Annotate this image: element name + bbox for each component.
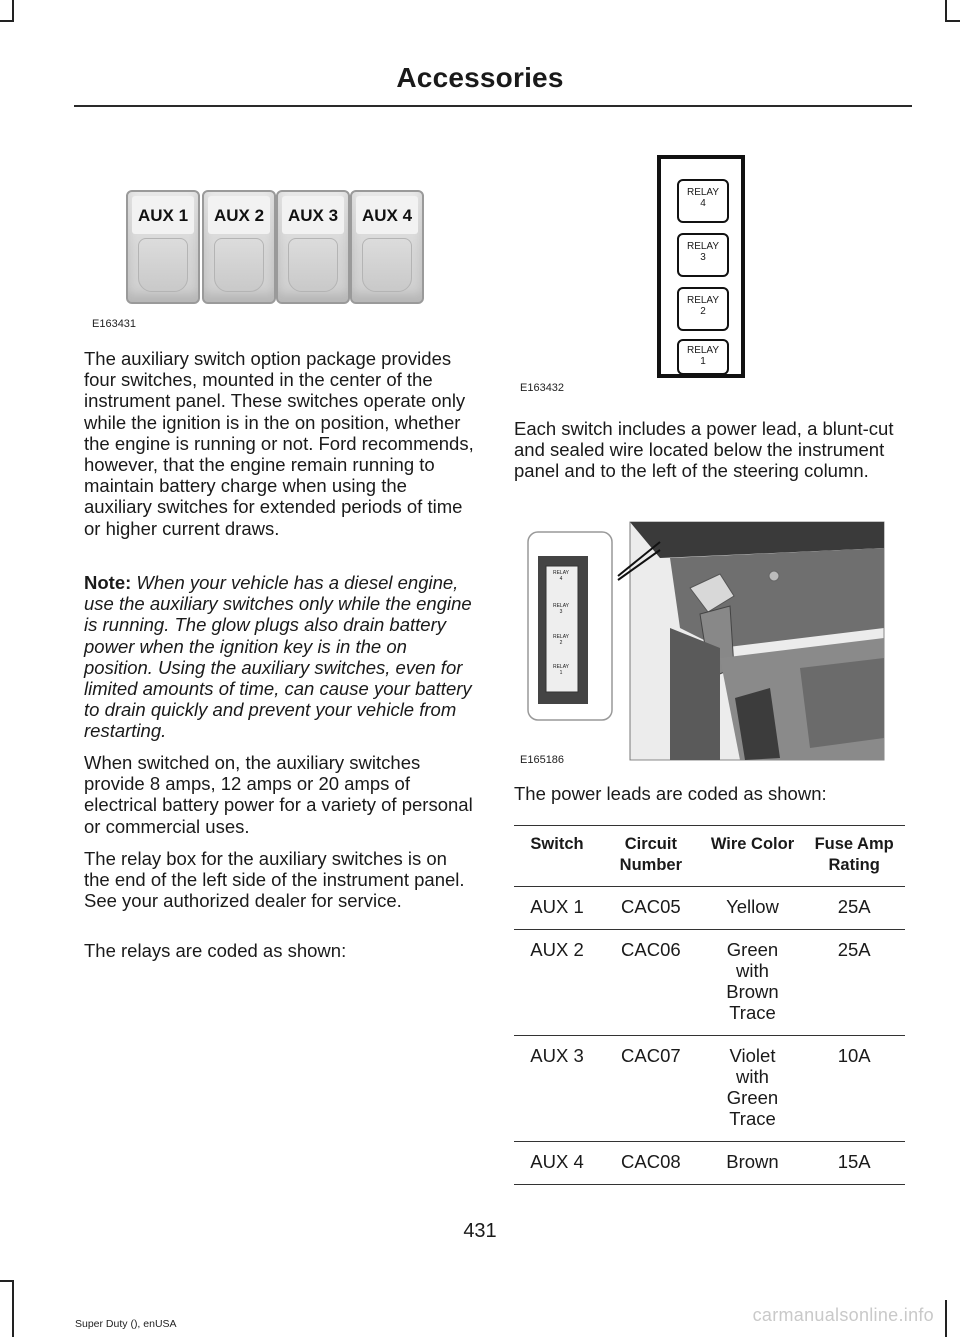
note-text: When your vehicle has a diesel engine, use the auxiliary switches only while the engine is running. The glow plugs also drain battery power when the ignition key is in the on position. Using the auxiliary switches, even for limited amounts of time, can cause your battery to drain quickly and prevent your vehicle from restarting.: [84, 572, 472, 742]
column-header: Circuit Number: [619, 835, 683, 874]
crop-mark: [0, 1280, 14, 1282]
table-cell: Violet with Green Trace: [726, 1045, 779, 1129]
aux-switch: [350, 190, 424, 304]
table-row: [514, 930, 905, 1036]
aux-switch: [276, 190, 350, 304]
intro-paragraph: The auxiliary switch option package provides four switches, mounted in the center of the instrument panel. These switches operate only while the ignition is in the on position, whether the engine is running or not. Ford recommends, however, that the engine remain running to maintain battery charge when using the auxiliary switches for extended periods of time or higher current draws.: [84, 348, 474, 539]
table-cell: AUX 4: [530, 1151, 584, 1172]
aux-switch-label: AUX 4: [361, 206, 413, 225]
table-cell: AUX 2: [530, 939, 584, 960]
relay-box-paragraph: The relay box for the auxiliary switches is on the end of the left side of the instrument panel. See your authorized dealer for service.: [84, 848, 465, 912]
aux-switch-label: AUX 2: [213, 206, 265, 225]
table-cell: CAC08: [621, 1151, 681, 1172]
crop-mark: [12, 0, 14, 22]
relays-coded-paragraph: The relays are coded as shown:: [84, 940, 347, 961]
table-row: [514, 887, 905, 930]
relay-label: RELAY 1: [677, 339, 729, 375]
table-cell: CAC06: [621, 939, 681, 960]
crop-mark: [12, 1280, 14, 1337]
table-cell: Brown: [726, 1151, 779, 1172]
table-cell: 25A: [837, 896, 871, 917]
crop-mark: [0, 20, 14, 22]
column-header: Wire Color: [710, 835, 795, 853]
figure-id: E163432: [520, 382, 565, 394]
relay-panel: [657, 155, 745, 378]
footer-text: Super Duty (), enUSA: [75, 1318, 177, 1330]
header-rule: [74, 105, 912, 107]
watermark: carmanualsonline.info: [752, 1305, 934, 1325]
location-relay-label: RELAY 2: [552, 634, 570, 646]
aux-switch-label: AUX 1: [137, 206, 189, 225]
table-row: [514, 1142, 905, 1185]
table-cell: CAC05: [621, 896, 681, 917]
relay-label: RELAY 2: [677, 287, 729, 331]
location-relay-label: RELAY 1: [552, 664, 570, 676]
aux-switch-label: AUX 3: [287, 206, 339, 225]
figure-id: E165186: [520, 754, 565, 766]
table-cell: AUX 1: [530, 896, 584, 917]
power-leads-coded-paragraph: The power leads are coded as shown:: [514, 783, 827, 804]
crop-mark: [945, 20, 960, 22]
aux-switch: [202, 190, 276, 304]
table-cell: Yellow: [726, 896, 779, 917]
location-relay-label: RELAY 4: [552, 570, 570, 582]
table-row: [514, 1036, 905, 1142]
relay-label: RELAY 4: [677, 179, 729, 223]
figure-id: E163431: [92, 318, 137, 330]
column-header: Switch: [530, 835, 584, 853]
aux-switch: [126, 190, 200, 304]
column-header: Fuse Amp Rating: [814, 835, 894, 874]
crop-mark: [945, 1300, 947, 1337]
diesel-note: [84, 572, 474, 742]
note-label: Note:: [84, 572, 132, 593]
location-illustration: [520, 518, 886, 763]
page-number: 431: [463, 1220, 497, 1242]
crop-mark: [945, 0, 947, 22]
table-cell: CAC07: [621, 1045, 681, 1066]
table-cell: 15A: [837, 1151, 871, 1172]
location-relay-label: RELAY 3: [552, 603, 570, 615]
table-cell: 10A: [837, 1045, 871, 1066]
table-header-row: [514, 826, 905, 887]
power-lead-paragraph: Each switch includes a power lead, a blunt-cut and sealed wire located below the instrument panel and to the left of the steering column.: [514, 418, 894, 482]
table-cell: AUX 3: [530, 1045, 584, 1066]
relay-label: RELAY 3: [677, 233, 729, 277]
table-cell: 25A: [837, 939, 871, 960]
table-cell: Green with Brown Trace: [726, 939, 779, 1023]
amps-paragraph: When switched on, the auxiliary switches provide 8 amps, 12 amps or 20 amps of electrical battery power for a variety of personal or commercial uses.: [84, 752, 473, 837]
page-title: Accessories: [396, 62, 564, 93]
power-leads-table: [514, 825, 905, 1185]
